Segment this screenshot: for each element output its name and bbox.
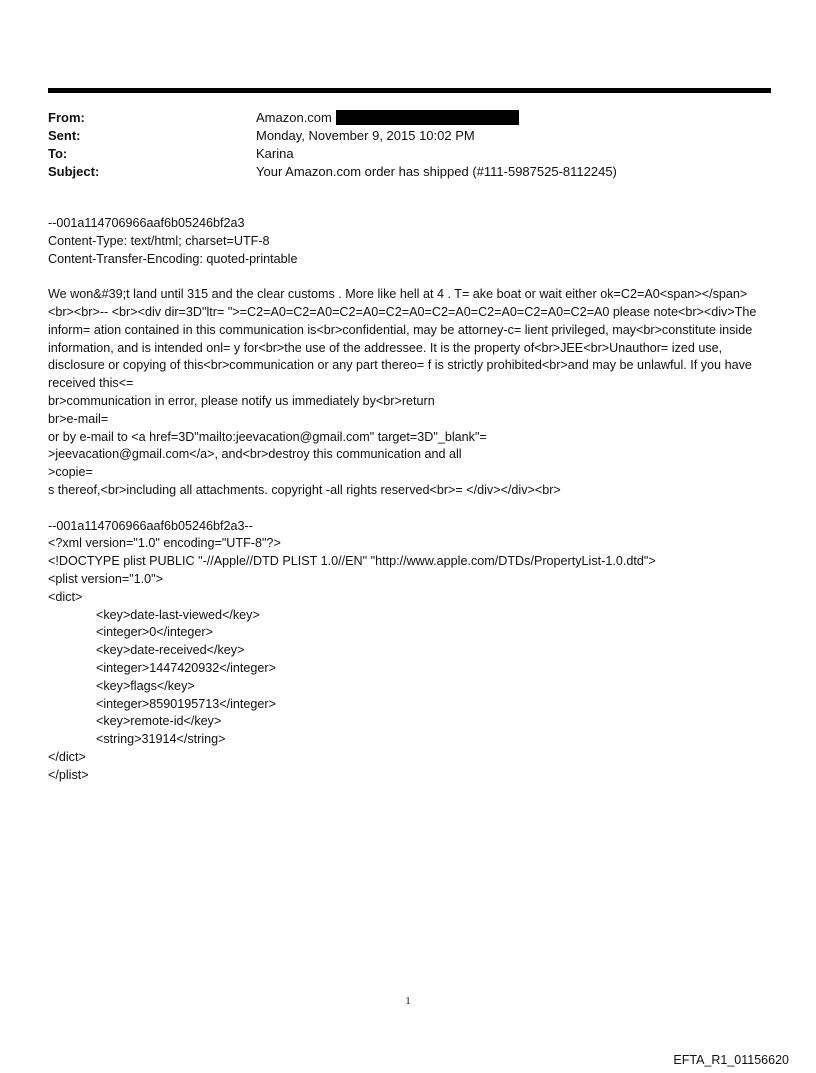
plist-entry: <integer>0</integer> [96,625,213,640]
page-number: 1 [405,995,411,1007]
mime-line: Content-Transfer-Encoding: quoted-printable [48,251,298,266]
redaction-bar [336,110,519,125]
header-rule [48,88,771,93]
plist-line: <!DOCTYPE plist PUBLIC "-//Apple//DTD PLIST 1.0//EN" "http://www.apple.com/DTDs/PropertyList-1.0.dtd"> [48,554,656,569]
sent-label: Sent: [48,128,81,143]
email-body [48,215,773,785]
message-line: s thereof,<br>including all attachments. copyright -all rights reserved<br>= </div></div><br> [48,482,561,497]
plist-entry: <key>date-last-viewed</key> [96,607,260,622]
plist-entry: <integer>1447420932</integer> [96,660,276,675]
subject-label: Subject: [48,164,100,179]
document-id: EFTA_R1_01156620 [673,1053,789,1067]
message-line: or by e-mail to <a href=3D"mailto:jeevacation@gmail.com" target=3D"_blank"= [48,429,487,444]
plist-entry: <integer>8590195713</integer> [96,696,276,711]
plist-entry: <key>remote-id</key> [96,714,222,729]
plist-line: <plist version="1.0"> [48,571,164,586]
plist-line: <dict> [48,589,83,604]
message-line: >copie= [48,465,93,480]
to-value: Karina [256,146,294,161]
to-label: To: [48,146,68,161]
boundary-end: --001a114706966aaf6b05246bf2a3-- [48,518,253,533]
plist-entry: <key>flags</key> [96,678,195,693]
message-line: br>communication in error, please notify us immediately by<br>return [48,393,435,408]
sent-value: Monday, November 9, 2015 10:02 PM [256,128,475,143]
plist-close: </dict> [48,749,86,764]
plist-entry: <key>date-received</key> [96,643,245,658]
message-line: >jeevacation@gmail.com</a>, and<br>destroy this communication and all [48,447,462,462]
message-line: br>e-mail= [48,411,109,426]
plist-line: <?xml version="1.0" encoding="UTF-8"?> [48,536,281,551]
plist-entry: <string>31914</string> [96,732,226,747]
subject-value: Your Amazon.com order has shipped (#111-5987525-8112245) [256,164,617,179]
from-label: From: [48,110,85,125]
plist-close: </plist> [48,767,89,782]
mime-line: Content-Type: text/html; charset=UTF-8 [48,233,270,248]
from-value: Amazon.com [256,109,519,127]
message-paragraph: We won&#39;t land until 315 and the clear customs . More like hell at 4 . T= ake boat or wait either ok=C2=A0<span></span><br><br>-- <br><div dir=3D"ltr= ">=C2=A0=C2=A0=C2=A0=C2=A0=C2=A0=C2=A0=C2=A0=C2=A0 please note<br><div>The inform= ation contained in this communication is<br>confidential, may be attorney-c= lient privileged, may<br>constitute inside information, and is intended onl= y for<br>the use of the addressee. It is the property of<br>JEE<br>Unauthor= ized use, disclosure or copying of this<br>communication or any part thereo= f is strictly prohibited<br>and may be unlawful. If you have received this<= [48,287,757,391]
mime-line: --001a114706966aaf6b05246bf2a3 [48,216,245,230]
